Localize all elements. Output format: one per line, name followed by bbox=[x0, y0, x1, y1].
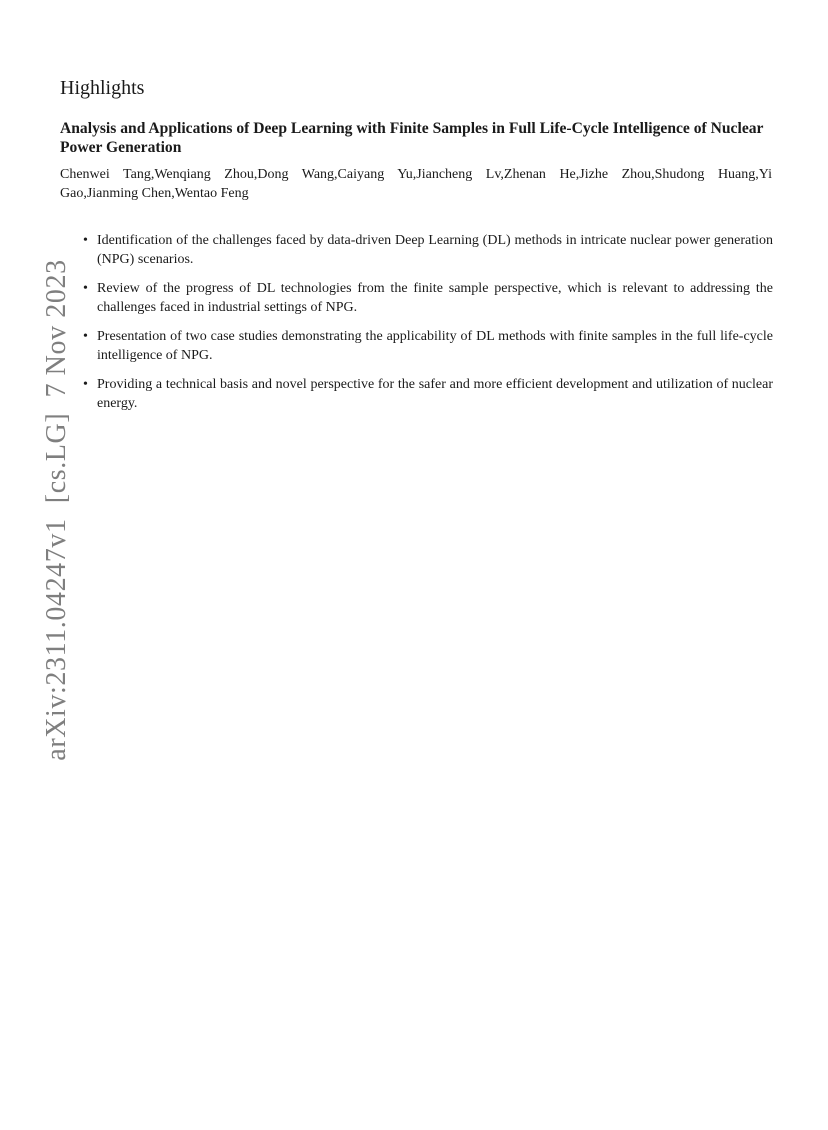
highlight-item bbox=[83, 232, 773, 269]
bullet-icon: • bbox=[83, 377, 88, 392]
highlight-text: Providing a technical basis and novel perspective for the safer and more efficient development and utilization of nuclear energy. bbox=[97, 377, 773, 411]
highlights-list bbox=[83, 232, 773, 424]
author-list: Chenwei Tang,Wenqiang Zhou,Dong Wang,Caiyang Yu,Jiancheng Lv,Zhenan He,Jizhe Zhou,Shudong Huang,Yi Gao,Jianming Chen,Wentao Feng bbox=[60, 167, 772, 201]
paper-title: Analysis and Applications of Deep Learning with Finite Samples in Full Life-Cycle Intelligence of Nuclear Power Generation bbox=[60, 120, 764, 156]
highlight-text: Identification of the challenges faced by data-driven Deep Learning (DL) methods in intricate nuclear power generation (NPG) scenarios. bbox=[97, 233, 773, 267]
highlight-item bbox=[83, 280, 773, 317]
highlights-heading: Highlights bbox=[60, 77, 145, 99]
highlight-item bbox=[83, 328, 773, 365]
arxiv-identifier[interactable]: arXiv:2311.04247v1 [cs.LG] 7 Nov 2023 bbox=[41, 259, 72, 761]
bullet-icon: • bbox=[83, 233, 88, 248]
highlight-text: Presentation of two case studies demonstrating the applicability of DL methods with finite samples in the full life-cycle intelligence of NPG. bbox=[97, 329, 773, 363]
bullet-icon: • bbox=[83, 281, 88, 296]
bullet-icon: • bbox=[83, 329, 88, 344]
highlight-item bbox=[83, 376, 773, 413]
highlight-text: Review of the progress of DL technologies from the finite sample perspective, which is relevant to addressing the challenges faced in industrial settings of NPG. bbox=[97, 281, 773, 315]
